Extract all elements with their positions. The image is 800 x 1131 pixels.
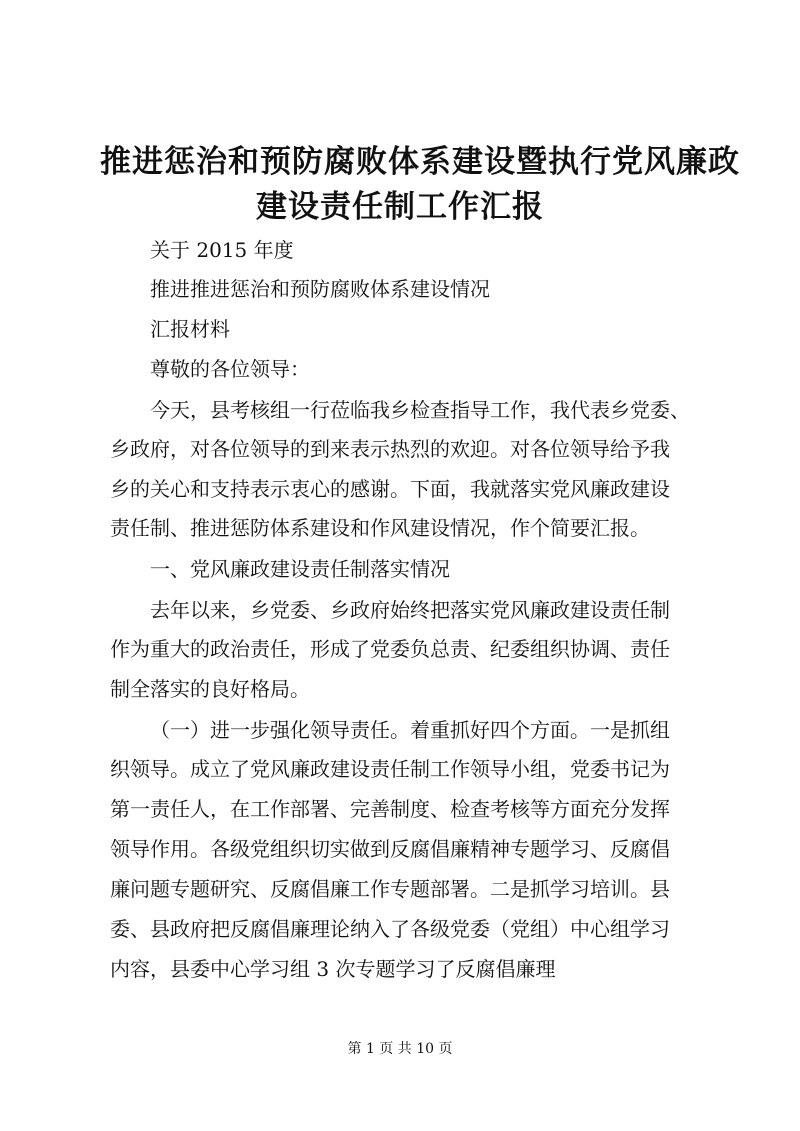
paragraph-line: 乡政府，对各位领导的到来表示热烈的欢迎。对各位领导给予我 bbox=[110, 437, 670, 461]
report-year-line: 关于 2015 年度 bbox=[150, 238, 294, 262]
document-title-line-1: 推进惩治和预防腐败体系建设暨执行党风廉政 bbox=[100, 144, 740, 180]
paragraph-line: 制全落实的良好格局。 bbox=[110, 677, 310, 701]
paragraph-line: 作为重大的政治责任，形成了党委负总责、纪委组织协调、责任 bbox=[110, 637, 670, 661]
paragraph-line: 责任制、推进惩防体系建设和作风建设情况，作个简要汇报。 bbox=[110, 516, 650, 540]
paragraph-line: 织领导。成立了党风廉政建设责任制工作领导小组，党委书记为 bbox=[110, 757, 670, 781]
paragraph-line: 领导作用。各级党组织切实做到反腐倡廉精神专题学习、反腐倡 bbox=[110, 837, 670, 861]
paragraph-line: 今天，县考核组一行莅临我乡检查指导工作，我代表乡党委、 bbox=[150, 398, 690, 422]
paragraph-line: 廉问题专题研究、反腐倡廉工作专题部署。二是抓学习培训。县 bbox=[110, 877, 670, 901]
page-number-footer: 第 1 页 共 10 页 bbox=[347, 1041, 453, 1057]
section-heading: 一、党风廉政建设责任制落实情况 bbox=[150, 557, 450, 581]
paragraph-line: 第一责任人，在工作部署、完善制度、检查考核等方面充分发挥 bbox=[110, 797, 670, 821]
salutation-line: 尊敬的各位领导： bbox=[150, 357, 310, 381]
paragraph-line: （一）进一步强化领导责任。着重抓好四个方面。一是抓组 bbox=[150, 718, 670, 742]
report-subject-line: 推进推进惩治和预防腐败体系建设情况 bbox=[150, 277, 490, 301]
paragraph-line: 去年以来，乡党委、乡政府始终把落实党风廉政建设责任制 bbox=[150, 598, 670, 622]
document-title-line-2: 建设责任制工作汇报 bbox=[256, 189, 544, 225]
paragraph-line: 内容，县委中心学习组 3 次专题学习了反腐倡廉理 bbox=[110, 957, 556, 981]
report-material-line: 汇报材料 bbox=[150, 317, 230, 341]
paragraph-line: 乡的关心和支持表示衷心的感谢。下面，我就落实党风廉政建设 bbox=[110, 477, 670, 501]
paragraph-line: 委、县政府把反腐倡廉理论纳入了各级党委（党组）中心组学习 bbox=[110, 917, 670, 941]
